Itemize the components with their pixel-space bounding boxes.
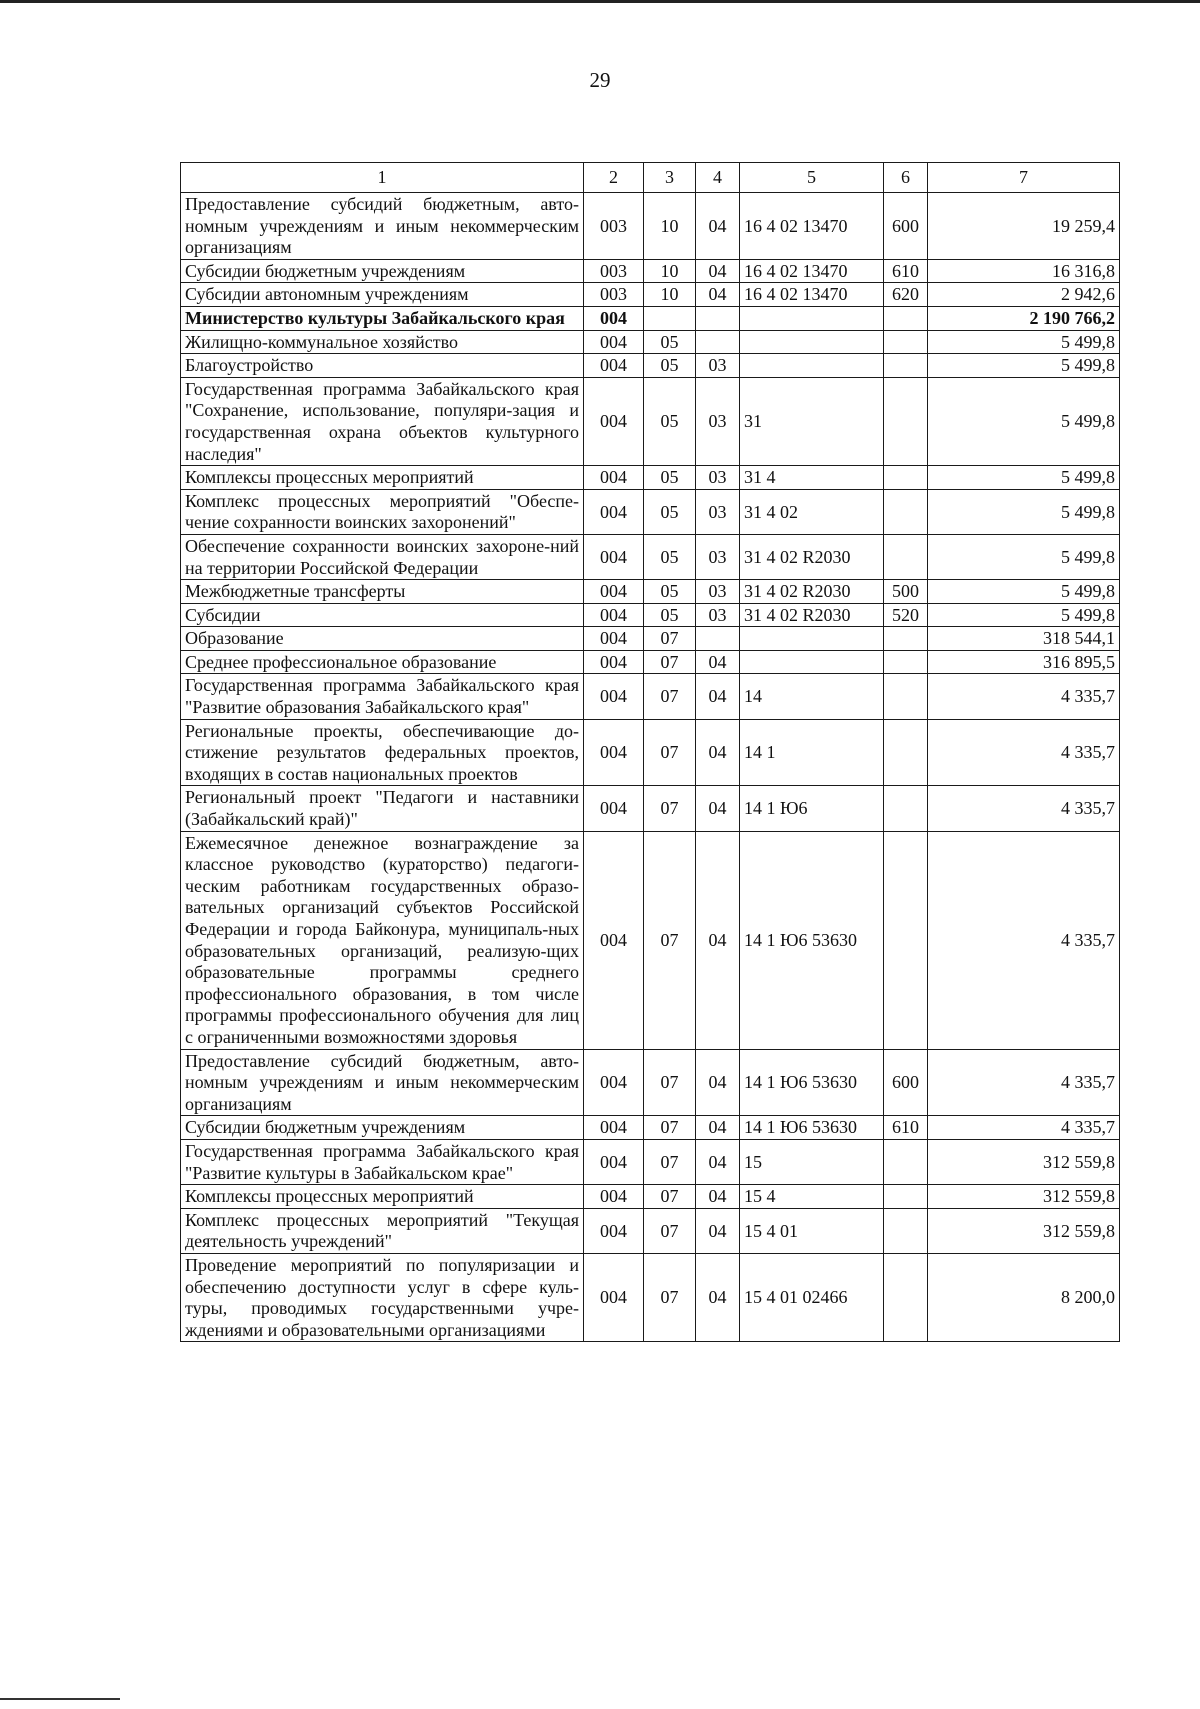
row-name: Государственная программа Забайкальского края "Развитие образования Забайкальского края" bbox=[181, 674, 584, 719]
table-row bbox=[181, 1139, 1120, 1184]
row-name: Комплекс процессных мероприятий "Обеспе-чение сохранности воинских захоронений" bbox=[181, 489, 584, 534]
target-article-code: 15 4 01 bbox=[740, 1208, 884, 1253]
ministry-code: 004 bbox=[584, 1139, 644, 1184]
ministry-code: 004 bbox=[584, 603, 644, 627]
section-code: 07 bbox=[644, 786, 696, 831]
row-name: Образование bbox=[181, 627, 584, 651]
page-number: 29 bbox=[589, 68, 611, 92]
row-name: Субсидии автономным учреждениям bbox=[181, 283, 584, 307]
ministry-code: 003 bbox=[584, 259, 644, 283]
expense-type-code bbox=[884, 354, 928, 378]
section-code: 07 bbox=[644, 1116, 696, 1140]
amount: 312 559,8 bbox=[928, 1185, 1120, 1209]
ministry-code: 004 bbox=[584, 377, 644, 465]
table-body bbox=[181, 163, 1120, 1342]
expense-type-code: 500 bbox=[884, 580, 928, 604]
amount: 4 335,7 bbox=[928, 674, 1120, 719]
table-row bbox=[181, 1208, 1120, 1253]
target-article-code: 14 1 bbox=[740, 719, 884, 786]
table-row bbox=[181, 603, 1120, 627]
target-article-code: 31 bbox=[740, 377, 884, 465]
target-article-code: 31 4 02 bbox=[740, 489, 884, 534]
expense-type-code: 600 bbox=[884, 1049, 928, 1116]
expense-type-code bbox=[884, 1253, 928, 1341]
table-row bbox=[181, 786, 1120, 831]
section-code: 07 bbox=[644, 831, 696, 1049]
expense-type-code bbox=[884, 377, 928, 465]
amount: 316 895,5 bbox=[928, 650, 1120, 674]
row-name: Предоставление субсидий бюджетным, авто-номным учреждениям и иным некоммерческим организациям bbox=[181, 1049, 584, 1116]
section-code: 05 bbox=[644, 534, 696, 579]
section-code: 05 bbox=[644, 377, 696, 465]
subsection-code: 04 bbox=[696, 1185, 740, 1209]
target-article-code: 14 1 Ю6 bbox=[740, 786, 884, 831]
amount: 4 335,7 bbox=[928, 786, 1120, 831]
expense-type-code bbox=[884, 306, 928, 330]
table-header-row bbox=[181, 163, 1120, 193]
target-article-code: 15 4 bbox=[740, 1185, 884, 1209]
section-code: 05 bbox=[644, 330, 696, 354]
target-article-code: 31 4 bbox=[740, 466, 884, 490]
row-name: Жилищно-коммунальное хозяйство bbox=[181, 330, 584, 354]
amount: 318 544,1 bbox=[928, 627, 1120, 651]
amount: 5 499,8 bbox=[928, 330, 1120, 354]
target-article-code: 16 4 02 13470 bbox=[740, 193, 884, 260]
expense-type-code: 610 bbox=[884, 1116, 928, 1140]
amount: 8 200,0 bbox=[928, 1253, 1120, 1341]
ministry-code: 004 bbox=[584, 354, 644, 378]
target-article-code: 14 1 Ю6 53630 bbox=[740, 1049, 884, 1116]
ministry-code: 004 bbox=[584, 580, 644, 604]
subsection-code: 03 bbox=[696, 466, 740, 490]
table-row bbox=[181, 831, 1120, 1049]
target-article-code: 31 4 02 R2030 bbox=[740, 603, 884, 627]
section-code: 05 bbox=[644, 466, 696, 490]
ministry-code: 004 bbox=[584, 534, 644, 579]
subsection-code bbox=[696, 306, 740, 330]
expense-type-code bbox=[884, 534, 928, 579]
section-code: 07 bbox=[644, 674, 696, 719]
subsection-code: 04 bbox=[696, 193, 740, 260]
table-row bbox=[181, 330, 1120, 354]
amount: 4 335,7 bbox=[928, 831, 1120, 1049]
section-code: 05 bbox=[644, 489, 696, 534]
expense-type-code bbox=[884, 719, 928, 786]
expense-type-code bbox=[884, 1139, 928, 1184]
subsection-code: 03 bbox=[696, 603, 740, 627]
row-name: Государственная программа Забайкальского края "Развитие культуры в Забайкальском крае" bbox=[181, 1139, 584, 1184]
table-row bbox=[181, 377, 1120, 465]
subsection-code: 04 bbox=[696, 719, 740, 786]
row-name: Государственная программа Забайкальского края "Сохранение, использование, популяри-зация и государственная охрана объектов культурного наследия" bbox=[181, 377, 584, 465]
expense-type-code bbox=[884, 466, 928, 490]
subsection-code: 03 bbox=[696, 489, 740, 534]
table-row bbox=[181, 283, 1120, 307]
expense-type-code bbox=[884, 627, 928, 651]
target-article-code: 16 4 02 13470 bbox=[740, 283, 884, 307]
section-code: 10 bbox=[644, 283, 696, 307]
table-row bbox=[181, 489, 1120, 534]
table-row bbox=[181, 534, 1120, 579]
table-row bbox=[181, 1185, 1120, 1209]
table-row bbox=[181, 306, 1120, 330]
expense-type-code bbox=[884, 330, 928, 354]
subsection-code: 04 bbox=[696, 1116, 740, 1140]
section-code: 10 bbox=[644, 259, 696, 283]
amount: 5 499,8 bbox=[928, 377, 1120, 465]
section-code: 07 bbox=[644, 1185, 696, 1209]
section-code: 05 bbox=[644, 603, 696, 627]
subsection-code: 04 bbox=[696, 650, 740, 674]
subsection-code: 04 bbox=[696, 1253, 740, 1341]
amount: 19 259,4 bbox=[928, 193, 1120, 260]
table-row bbox=[181, 580, 1120, 604]
amount: 5 499,8 bbox=[928, 489, 1120, 534]
section-code: 07 bbox=[644, 1139, 696, 1184]
column-header: 3 bbox=[644, 163, 696, 193]
target-article-code: 14 bbox=[740, 674, 884, 719]
expense-type-code bbox=[884, 1185, 928, 1209]
table-row bbox=[181, 627, 1120, 651]
table-row bbox=[181, 719, 1120, 786]
row-name: Комплексы процессных мероприятий bbox=[181, 466, 584, 490]
ministry-code: 004 bbox=[584, 627, 644, 651]
ministry-code: 004 bbox=[584, 1116, 644, 1140]
row-name: Комплекс процессных мероприятий "Текущая деятельность учреждений" bbox=[181, 1208, 584, 1253]
subsection-code: 04 bbox=[696, 259, 740, 283]
amount: 312 559,8 bbox=[928, 1208, 1120, 1253]
ministry-code: 004 bbox=[584, 786, 644, 831]
subsection-code bbox=[696, 330, 740, 354]
table-row bbox=[181, 1049, 1120, 1116]
row-name: Комплексы процессных мероприятий bbox=[181, 1185, 584, 1209]
subsection-code: 04 bbox=[696, 674, 740, 719]
ministry-code: 004 bbox=[584, 489, 644, 534]
target-article-code: 31 4 02 R2030 bbox=[740, 534, 884, 579]
target-article-code bbox=[740, 354, 884, 378]
amount: 5 499,8 bbox=[928, 466, 1120, 490]
column-header: 2 bbox=[584, 163, 644, 193]
target-article-code bbox=[740, 650, 884, 674]
amount: 2 190 766,2 bbox=[928, 306, 1120, 330]
subsection-code bbox=[696, 627, 740, 651]
subsection-code: 03 bbox=[696, 580, 740, 604]
budget-table bbox=[180, 162, 1120, 1342]
subsection-code: 04 bbox=[696, 1208, 740, 1253]
amount: 5 499,8 bbox=[928, 534, 1120, 579]
column-header: 6 bbox=[884, 163, 928, 193]
section-code: 07 bbox=[644, 1049, 696, 1116]
expense-type-code: 520 bbox=[884, 603, 928, 627]
row-name: Предоставление субсидий бюджетным, авто-номным учреждениям и иным некоммерческим организациям bbox=[181, 193, 584, 260]
table-row bbox=[181, 193, 1120, 260]
expense-type-code bbox=[884, 650, 928, 674]
expense-type-code bbox=[884, 674, 928, 719]
target-article-code: 15 4 01 02466 bbox=[740, 1253, 884, 1341]
subsection-code: 04 bbox=[696, 1139, 740, 1184]
row-name: Региональный проект "Педагоги и наставники (Забайкальский край)" bbox=[181, 786, 584, 831]
table-row bbox=[181, 259, 1120, 283]
row-name: Благоустройство bbox=[181, 354, 584, 378]
row-name: Обеспечение сохранности воинских захороне-ний на территории Российской Федерации bbox=[181, 534, 584, 579]
expense-type-code: 610 bbox=[884, 259, 928, 283]
ministry-code: 004 bbox=[584, 1208, 644, 1253]
ministry-code: 004 bbox=[584, 1253, 644, 1341]
subsection-code: 03 bbox=[696, 377, 740, 465]
ministry-code: 004 bbox=[584, 674, 644, 719]
target-article-code: 14 1 Ю6 53630 bbox=[740, 1116, 884, 1140]
target-article-code: 14 1 Ю6 53630 bbox=[740, 831, 884, 1049]
section-code: 07 bbox=[644, 627, 696, 651]
table-row bbox=[181, 466, 1120, 490]
amount: 4 335,7 bbox=[928, 719, 1120, 786]
row-name: Субсидии бюджетным учреждениям bbox=[181, 1116, 584, 1140]
table-row bbox=[181, 674, 1120, 719]
target-article-code bbox=[740, 330, 884, 354]
amount: 5 499,8 bbox=[928, 354, 1120, 378]
section-code: 05 bbox=[644, 580, 696, 604]
scan-top-edge bbox=[0, 0, 1200, 3]
target-article-code: 31 4 02 R2030 bbox=[740, 580, 884, 604]
amount: 5 499,8 bbox=[928, 580, 1120, 604]
amount: 312 559,8 bbox=[928, 1139, 1120, 1184]
expense-type-code bbox=[884, 489, 928, 534]
ministry-code: 004 bbox=[584, 1185, 644, 1209]
row-name: Ежемесячное денежное вознаграждение за классное руководство (кураторство) педагоги-ческим работникам государственных образо-вательных организаций субъектов Российской Федерации и города Байконура, муниципаль-ных образовательных организаций, реализую-щих образовательные программы среднего профессионального образования, в том числе программы профессионального обучения для лиц с ограниченными возможностями здоровья bbox=[181, 831, 584, 1049]
table-row bbox=[181, 354, 1120, 378]
ministry-code: 004 bbox=[584, 719, 644, 786]
target-article-code: 16 4 02 13470 bbox=[740, 259, 884, 283]
subsection-code: 04 bbox=[696, 831, 740, 1049]
subsection-code: 04 bbox=[696, 283, 740, 307]
target-article-code bbox=[740, 627, 884, 651]
ministry-code: 004 bbox=[584, 330, 644, 354]
table-row bbox=[181, 1253, 1120, 1341]
row-name: Субсидии бюджетным учреждениям bbox=[181, 259, 584, 283]
subsection-code: 04 bbox=[696, 786, 740, 831]
section-code bbox=[644, 306, 696, 330]
ministry-code: 004 bbox=[584, 306, 644, 330]
column-header: 7 bbox=[928, 163, 1120, 193]
subsection-code: 03 bbox=[696, 354, 740, 378]
section-code: 07 bbox=[644, 650, 696, 674]
section-code: 07 bbox=[644, 719, 696, 786]
amount: 16 316,8 bbox=[928, 259, 1120, 283]
ministry-code: 004 bbox=[584, 1049, 644, 1116]
amount: 2 942,6 bbox=[928, 283, 1120, 307]
section-code: 07 bbox=[644, 1253, 696, 1341]
expense-type-code bbox=[884, 831, 928, 1049]
ministry-code: 003 bbox=[584, 193, 644, 260]
table-row bbox=[181, 1116, 1120, 1140]
column-header: 5 bbox=[740, 163, 884, 193]
expense-type-code: 620 bbox=[884, 283, 928, 307]
expense-type-code bbox=[884, 786, 928, 831]
column-header: 1 bbox=[181, 163, 584, 193]
subsection-code: 03 bbox=[696, 534, 740, 579]
scan-bottom-mark bbox=[0, 1698, 120, 1700]
row-name: Межбюджетные трансферты bbox=[181, 580, 584, 604]
ministry-code: 004 bbox=[584, 831, 644, 1049]
section-code: 05 bbox=[644, 354, 696, 378]
expense-type-code: 600 bbox=[884, 193, 928, 260]
target-article-code bbox=[740, 306, 884, 330]
row-name: Среднее профессиональное образование bbox=[181, 650, 584, 674]
ministry-code: 004 bbox=[584, 466, 644, 490]
ministry-code: 004 bbox=[584, 650, 644, 674]
table-row bbox=[181, 650, 1120, 674]
amount: 4 335,7 bbox=[928, 1116, 1120, 1140]
target-article-code: 15 bbox=[740, 1139, 884, 1184]
column-header: 4 bbox=[696, 163, 740, 193]
row-name: Министерство культуры Забайкальского края bbox=[181, 306, 584, 330]
amount: 4 335,7 bbox=[928, 1049, 1120, 1116]
section-code: 10 bbox=[644, 193, 696, 260]
row-name: Региональные проекты, обеспечивающие до-стижение результатов федеральных проектов, входящих в состав национальных проектов bbox=[181, 719, 584, 786]
section-code: 07 bbox=[644, 1208, 696, 1253]
expense-type-code bbox=[884, 1208, 928, 1253]
amount: 5 499,8 bbox=[928, 603, 1120, 627]
ministry-code: 003 bbox=[584, 283, 644, 307]
subsection-code: 04 bbox=[696, 1049, 740, 1116]
row-name: Субсидии bbox=[181, 603, 584, 627]
row-name: Проведение мероприятий по популяризации и обеспечению доступности услуг в сфере куль-туры, проводимых государственными учре-ждениями и образовательными организациями bbox=[181, 1253, 584, 1341]
